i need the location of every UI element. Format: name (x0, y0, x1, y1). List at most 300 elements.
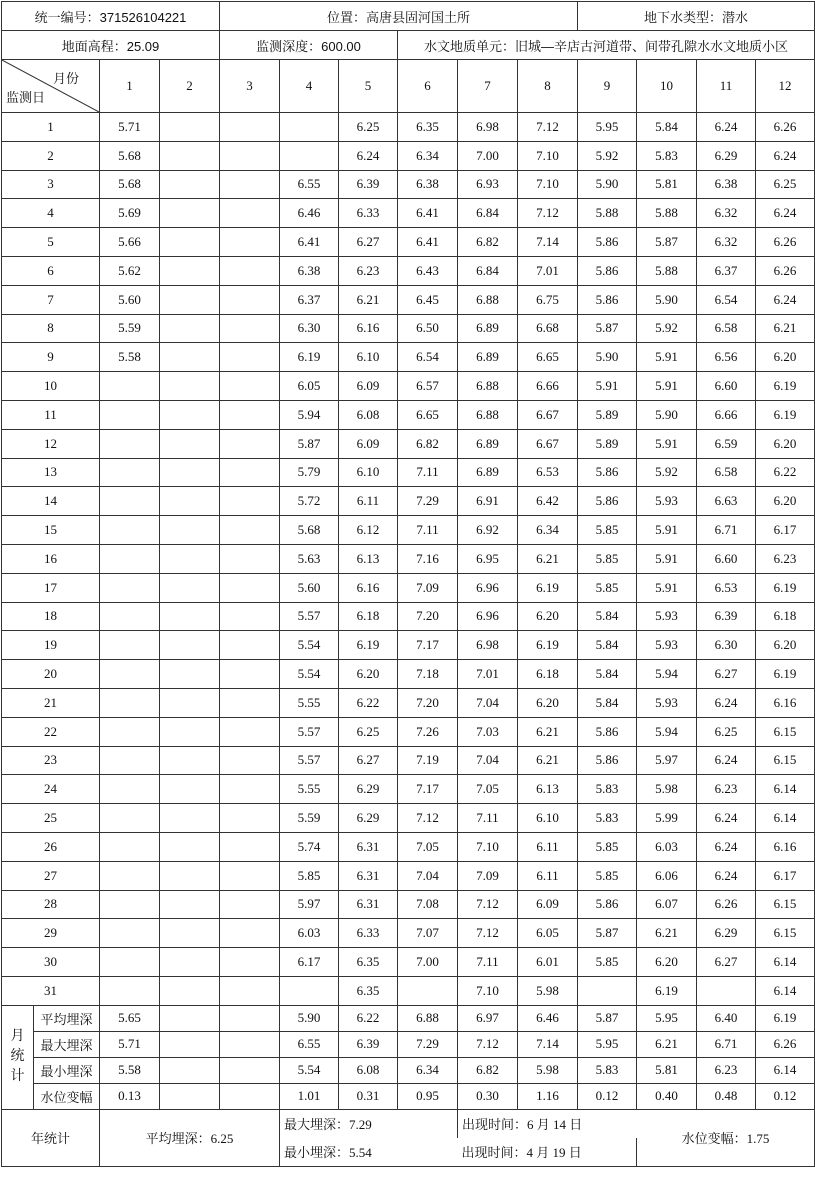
depth-value (100, 919, 160, 948)
depth-value: 7.19 (398, 746, 458, 775)
depth-value: 7.12 (398, 804, 458, 833)
depth-value: 6.21 (518, 746, 578, 775)
month-header: 12 (756, 60, 815, 113)
depth-value: 6.27 (697, 660, 756, 689)
ground-elevation: 地面高程：25.09 (2, 31, 220, 60)
depth-value: 6.17 (280, 948, 339, 977)
depth-value: 5.91 (637, 429, 697, 458)
depth-value: 6.65 (518, 343, 578, 372)
stat-value: 7.12 (458, 1031, 518, 1057)
depth-value: 5.93 (637, 688, 697, 717)
stat-value: 0.48 (697, 1083, 756, 1109)
depth-value: 7.05 (458, 775, 518, 804)
day-number: 24 (2, 775, 100, 804)
depth-value: 6.41 (398, 199, 458, 228)
depth-value: 6.20 (518, 688, 578, 717)
depth-value (160, 948, 220, 977)
depth-value: 5.54 (280, 631, 339, 660)
depth-value: 6.45 (398, 285, 458, 314)
stat-value: 6.88 (398, 1005, 458, 1031)
day-row (2, 487, 815, 516)
stat-value (220, 1083, 280, 1109)
depth-value: 7.04 (458, 746, 518, 775)
stat-value: 6.22 (339, 1005, 398, 1031)
depth-value (160, 890, 220, 919)
depth-value: 6.42 (518, 487, 578, 516)
depth-value: 6.20 (756, 429, 815, 458)
depth-value: 6.09 (518, 890, 578, 919)
depth-value (100, 400, 160, 429)
depth-value: 7.26 (398, 717, 458, 746)
depth-value: 6.71 (697, 516, 756, 545)
month-header: 11 (697, 60, 756, 113)
depth-value: 5.94 (637, 717, 697, 746)
depth-value: 6.60 (697, 372, 756, 401)
depth-value (220, 890, 280, 919)
depth-value (100, 948, 160, 977)
stat-value: 6.46 (518, 1005, 578, 1031)
depth-value: 5.92 (578, 141, 637, 170)
depth-value: 6.41 (280, 228, 339, 257)
depth-value: 6.92 (458, 516, 518, 545)
depth-value: 5.84 (578, 660, 637, 689)
day-row (2, 919, 815, 948)
depth-value (160, 516, 220, 545)
depth-value: 6.84 (458, 256, 518, 285)
depth-value (220, 113, 280, 142)
depth-value: 7.20 (398, 688, 458, 717)
depth-value: 6.38 (280, 256, 339, 285)
depth-value (160, 285, 220, 314)
day-number: 25 (2, 804, 100, 833)
depth-value: 6.82 (458, 228, 518, 257)
day-number: 27 (2, 861, 100, 890)
depth-value: 6.98 (458, 631, 518, 660)
depth-value: 7.12 (518, 199, 578, 228)
depth-value: 6.43 (398, 256, 458, 285)
depth-value: 5.55 (280, 775, 339, 804)
day-number: 12 (2, 429, 100, 458)
day-number: 19 (2, 631, 100, 660)
depth-value: 7.00 (398, 948, 458, 977)
depth-value: 7.00 (458, 141, 518, 170)
depth-value (100, 544, 160, 573)
depth-value: 6.63 (697, 487, 756, 516)
groundwater-type: 地下水类型：潜水 (578, 2, 815, 31)
annual-label: 年统计 (2, 1109, 100, 1166)
day-row (2, 544, 815, 573)
day-row (2, 717, 815, 746)
depth-value (160, 314, 220, 343)
depth-value: 6.15 (756, 919, 815, 948)
stat-value: 5.90 (280, 1005, 339, 1031)
stat-value: 6.14 (756, 1057, 815, 1083)
day-row (2, 113, 815, 142)
depth-value: 6.33 (339, 919, 398, 948)
depth-value: 6.19 (518, 631, 578, 660)
depth-value: 7.07 (398, 919, 458, 948)
depth-value: 6.75 (518, 285, 578, 314)
depth-value: 5.93 (637, 631, 697, 660)
depth-value (220, 602, 280, 631)
depth-value: 6.30 (697, 631, 756, 660)
depth-value: 5.91 (578, 372, 637, 401)
depth-value: 5.86 (578, 458, 637, 487)
depth-value: 6.33 (339, 199, 398, 228)
depth-value: 6.35 (398, 113, 458, 142)
depth-value: 6.18 (756, 602, 815, 631)
depth-value: 7.18 (398, 660, 458, 689)
depth-value (220, 861, 280, 890)
depth-value: 6.13 (518, 775, 578, 804)
depth-value: 6.16 (339, 573, 398, 602)
depth-value: 5.60 (280, 573, 339, 602)
depth-value: 6.15 (756, 717, 815, 746)
depth-value (280, 113, 339, 142)
groundwater-monitoring-table (1, 1, 815, 1167)
depth-value: 5.98 (518, 976, 578, 1005)
stat-value: 7.14 (518, 1031, 578, 1057)
day-row (2, 343, 815, 372)
stat-value: 0.31 (339, 1083, 398, 1109)
depth-value: 7.12 (518, 113, 578, 142)
depth-value: 6.67 (518, 429, 578, 458)
depth-value (220, 343, 280, 372)
stat-value (220, 1057, 280, 1083)
monthly-stat-row (2, 1031, 815, 1057)
depth-value: 5.89 (578, 429, 637, 458)
depth-value (220, 256, 280, 285)
depth-value (220, 746, 280, 775)
depth-value: 6.24 (697, 688, 756, 717)
day-row (2, 516, 815, 545)
stat-value: 1.01 (280, 1083, 339, 1109)
depth-value: 6.26 (756, 228, 815, 257)
depth-value: 6.95 (458, 544, 518, 573)
depth-value (220, 775, 280, 804)
depth-value (100, 429, 160, 458)
depth-value: 5.94 (637, 660, 697, 689)
depth-value (220, 919, 280, 948)
depth-value (160, 343, 220, 372)
depth-value: 6.37 (280, 285, 339, 314)
depth-value: 6.19 (756, 372, 815, 401)
depth-value: 6.19 (518, 573, 578, 602)
depth-value (160, 228, 220, 257)
day-number: 21 (2, 688, 100, 717)
depth-value (220, 717, 280, 746)
depth-value: 5.62 (100, 256, 160, 285)
depth-value: 6.09 (339, 429, 398, 458)
stat-value (160, 1031, 220, 1057)
depth-value: 7.09 (458, 861, 518, 890)
depth-value (100, 746, 160, 775)
month-header: 1 (100, 60, 160, 113)
depth-value: 6.37 (697, 256, 756, 285)
depth-value: 6.21 (756, 314, 815, 343)
depth-value: 5.59 (100, 314, 160, 343)
depth-value: 6.15 (756, 890, 815, 919)
stat-name: 平均埋深 (34, 1005, 100, 1031)
monthly-stat-row (2, 1057, 815, 1083)
depth-value: 5.91 (637, 573, 697, 602)
stat-name: 水位变幅 (34, 1083, 100, 1109)
depth-value: 6.20 (518, 602, 578, 631)
day-number: 9 (2, 343, 100, 372)
depth-value: 6.68 (518, 314, 578, 343)
depth-value (220, 285, 280, 314)
day-row (2, 314, 815, 343)
depth-value: 6.65 (398, 400, 458, 429)
depth-value: 5.90 (637, 400, 697, 429)
stat-value: 5.54 (280, 1057, 339, 1083)
depth-value: 6.19 (756, 400, 815, 429)
day-number: 15 (2, 516, 100, 545)
depth-value: 5.90 (578, 343, 637, 372)
day-number: 31 (2, 976, 100, 1005)
depth-value: 5.58 (100, 343, 160, 372)
depth-value: 5.79 (280, 458, 339, 487)
stat-value: 6.82 (458, 1057, 518, 1083)
month-header: 10 (637, 60, 697, 113)
annual-min-time: 出现时间：4 月 19 日 (458, 1138, 637, 1167)
depth-value: 5.83 (637, 141, 697, 170)
depth-value: 6.26 (756, 256, 815, 285)
depth-value: 6.29 (339, 775, 398, 804)
month-header: 6 (398, 60, 458, 113)
depth-value: 5.99 (637, 804, 697, 833)
stat-value: 6.19 (756, 1005, 815, 1031)
day-row (2, 573, 815, 602)
depth-value: 6.53 (518, 458, 578, 487)
monthly-stat-row (2, 1005, 815, 1031)
depth-value (160, 141, 220, 170)
day-number: 20 (2, 660, 100, 689)
depth-value: 6.27 (697, 948, 756, 977)
depth-value: 7.17 (398, 631, 458, 660)
depth-value (220, 516, 280, 545)
depth-value: 5.91 (637, 343, 697, 372)
depth-value (100, 516, 160, 545)
depth-value: 6.24 (697, 861, 756, 890)
depth-value: 7.20 (398, 602, 458, 631)
depth-value: 6.20 (756, 487, 815, 516)
depth-value: 7.10 (518, 141, 578, 170)
stat-value: 6.23 (697, 1057, 756, 1083)
depth-value (160, 458, 220, 487)
depth-value: 5.85 (578, 948, 637, 977)
month-header: 7 (458, 60, 518, 113)
depth-value (160, 746, 220, 775)
depth-value (160, 861, 220, 890)
depth-value: 7.12 (458, 919, 518, 948)
depth-value: 6.17 (756, 516, 815, 545)
day-row (2, 660, 815, 689)
day-row (2, 861, 815, 890)
depth-value (160, 976, 220, 1005)
depth-value: 6.24 (697, 746, 756, 775)
day-number: 30 (2, 948, 100, 977)
depth-value: 5.72 (280, 487, 339, 516)
depth-value: 6.15 (756, 746, 815, 775)
depth-value: 6.24 (756, 199, 815, 228)
depth-value: 6.27 (339, 228, 398, 257)
depth-value: 5.86 (578, 228, 637, 257)
depth-value: 6.31 (339, 832, 398, 861)
depth-value: 6.23 (756, 544, 815, 573)
depth-value: 7.09 (398, 573, 458, 602)
depth-value: 7.10 (458, 976, 518, 1005)
depth-value: 5.57 (280, 717, 339, 746)
depth-value: 5.97 (637, 746, 697, 775)
depth-value: 6.18 (518, 660, 578, 689)
depth-value (100, 458, 160, 487)
depth-value (160, 487, 220, 516)
depth-value (220, 228, 280, 257)
depth-value: 5.92 (637, 314, 697, 343)
depth-value: 7.29 (398, 487, 458, 516)
depth-value (697, 976, 756, 1005)
day-number: 13 (2, 458, 100, 487)
depth-value: 5.84 (637, 113, 697, 142)
month-header: 2 (160, 60, 220, 113)
depth-value: 6.91 (458, 487, 518, 516)
depth-value: 6.29 (339, 804, 398, 833)
day-number: 17 (2, 573, 100, 602)
stat-value (160, 1005, 220, 1031)
depth-value: 6.35 (339, 976, 398, 1005)
annual-average: 平均埋深：6.25 (100, 1109, 280, 1166)
day-number: 14 (2, 487, 100, 516)
depth-value (220, 429, 280, 458)
depth-value (220, 487, 280, 516)
day-row (2, 256, 815, 285)
annual-min-depth: 最小埋深：5.54 (280, 1138, 458, 1167)
depth-value: 6.59 (697, 429, 756, 458)
depth-value: 6.39 (339, 170, 398, 199)
depth-value: 6.24 (339, 141, 398, 170)
depth-value (160, 199, 220, 228)
depth-value (578, 976, 637, 1005)
stat-value: 5.98 (518, 1057, 578, 1083)
depth-value: 7.16 (398, 544, 458, 573)
depth-value: 6.89 (458, 343, 518, 372)
stat-value (160, 1083, 220, 1109)
depth-value: 5.88 (637, 199, 697, 228)
depth-value: 6.24 (697, 832, 756, 861)
stat-value: 6.26 (756, 1031, 815, 1057)
depth-value: 6.10 (339, 343, 398, 372)
depth-value: 6.67 (518, 400, 578, 429)
depth-value: 5.89 (578, 400, 637, 429)
day-row (2, 141, 815, 170)
depth-value: 5.91 (637, 544, 697, 573)
annual-stat-row-1 (2, 1109, 815, 1138)
depth-value: 5.84 (578, 688, 637, 717)
stat-value: 1.16 (518, 1083, 578, 1109)
depth-value (100, 976, 160, 1005)
diagonal-header-cell (2, 60, 100, 113)
hydrogeologic-unit: 水文地质单元：旧城—辛店古河道带、间带孔隙水水文地质小区 (398, 31, 815, 60)
depth-value: 6.22 (756, 458, 815, 487)
depth-value: 6.16 (756, 688, 815, 717)
stat-value: 5.58 (100, 1057, 160, 1083)
day-number: 28 (2, 890, 100, 919)
stat-value: 5.65 (100, 1005, 160, 1031)
depth-value: 6.54 (697, 285, 756, 314)
depth-value (100, 804, 160, 833)
monitor-depth: 监测深度：600.00 (220, 31, 398, 60)
depth-value: 6.89 (458, 458, 518, 487)
depth-value (220, 199, 280, 228)
depth-value (220, 400, 280, 429)
depth-value: 5.84 (578, 631, 637, 660)
day-number: 18 (2, 602, 100, 631)
depth-value: 7.04 (398, 861, 458, 890)
depth-value (160, 919, 220, 948)
depth-value: 5.87 (280, 429, 339, 458)
depth-value (220, 631, 280, 660)
stat-value (220, 1005, 280, 1031)
depth-value: 5.85 (280, 861, 339, 890)
depth-value (160, 170, 220, 199)
month-header: 3 (220, 60, 280, 113)
depth-value: 5.68 (280, 516, 339, 545)
depth-value: 7.01 (518, 256, 578, 285)
stat-value: 5.81 (637, 1057, 697, 1083)
depth-value: 7.12 (458, 890, 518, 919)
depth-value (100, 688, 160, 717)
monthly-stats-text: 月统计 (10, 1029, 25, 1085)
depth-value: 7.11 (458, 804, 518, 833)
depth-value: 6.39 (697, 602, 756, 631)
day-number: 4 (2, 199, 100, 228)
depth-value: 6.93 (458, 170, 518, 199)
stat-value: 0.40 (637, 1083, 697, 1109)
day-number: 16 (2, 544, 100, 573)
day-number: 11 (2, 400, 100, 429)
depth-value: 6.05 (518, 919, 578, 948)
day-number: 8 (2, 314, 100, 343)
depth-value: 6.21 (339, 285, 398, 314)
depth-value: 5.60 (100, 285, 160, 314)
depth-value: 6.96 (458, 602, 518, 631)
depth-value: 6.25 (339, 717, 398, 746)
stat-value: 0.30 (458, 1083, 518, 1109)
depth-value (220, 573, 280, 602)
depth-value: 6.19 (637, 976, 697, 1005)
depth-value: 5.90 (578, 170, 637, 199)
depth-value: 6.41 (398, 228, 458, 257)
depth-value: 7.17 (398, 775, 458, 804)
day-row (2, 804, 815, 833)
depth-value: 6.23 (339, 256, 398, 285)
depth-value (160, 602, 220, 631)
depth-value: 6.20 (756, 343, 815, 372)
depth-value: 6.21 (518, 544, 578, 573)
annual-max-time: 出现时间：6 月 14 日 (458, 1109, 637, 1138)
depth-value: 5.87 (637, 228, 697, 257)
depth-value (160, 372, 220, 401)
depth-value: 6.20 (756, 631, 815, 660)
depth-value: 5.88 (637, 256, 697, 285)
day-number: 6 (2, 256, 100, 285)
depth-value (100, 487, 160, 516)
depth-value: 6.58 (697, 458, 756, 487)
depth-value: 6.22 (339, 688, 398, 717)
depth-value: 5.68 (100, 141, 160, 170)
day-number: 29 (2, 919, 100, 948)
